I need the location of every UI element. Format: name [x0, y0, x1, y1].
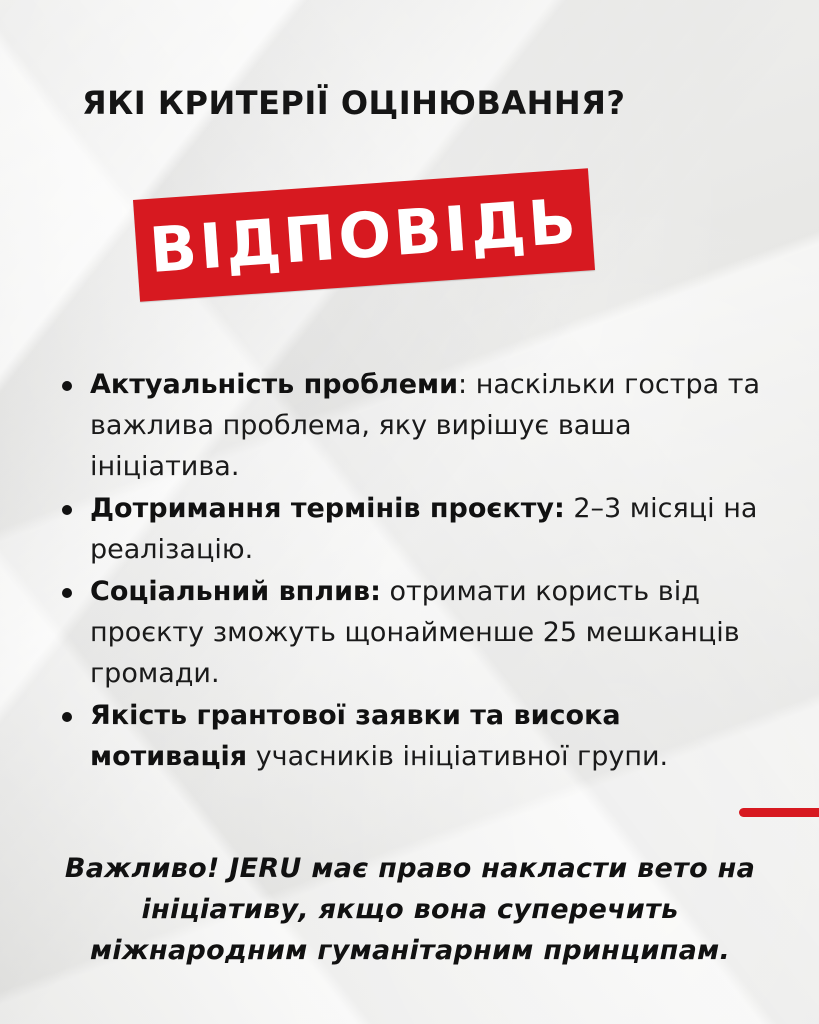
criteria-description: отримати користь від проєкту зможуть щонайменше 25 мешканців громади. — [90, 576, 740, 689]
bullet-dot-icon — [62, 505, 72, 515]
bullet-dot-icon — [62, 588, 72, 598]
criteria-item — [62, 488, 772, 570]
answer-banner — [133, 168, 595, 302]
criteria-description: 2–3 місяці на реалізацію. — [90, 493, 758, 565]
criteria-description: : наскільки гостра та важлива проблема, яку вирішує ваша ініціатива. — [90, 369, 761, 482]
criteria-term: Дотримання термінів проєкту: — [90, 493, 565, 524]
criteria-item — [62, 364, 772, 487]
bullet-dot-icon — [62, 712, 72, 722]
criteria-item — [62, 695, 772, 777]
criteria-description: учасників ініціативної групи. — [247, 741, 669, 772]
decorative-red-line — [739, 808, 819, 817]
criteria-term: Актуальність проблеми — [90, 369, 459, 400]
important-note: Важливо! JERU має право накласти вето на ініціативу, якщо вона суперечить міжнародним гуманітарним принципам. — [64, 853, 756, 966]
criteria-item — [62, 571, 772, 694]
answer-label: ВІДПОВІДЬ — [146, 183, 581, 287]
question-heading: ЯКІ КРИТЕРІЇ ОЦІНЮВАННЯ? — [82, 84, 626, 122]
criteria-term: Соціальний вплив: — [90, 576, 381, 607]
bullet-dot-icon — [62, 381, 72, 391]
criteria-term: Якість грантової заявки та висока мотивація — [90, 700, 621, 772]
criteria-list — [62, 364, 772, 778]
